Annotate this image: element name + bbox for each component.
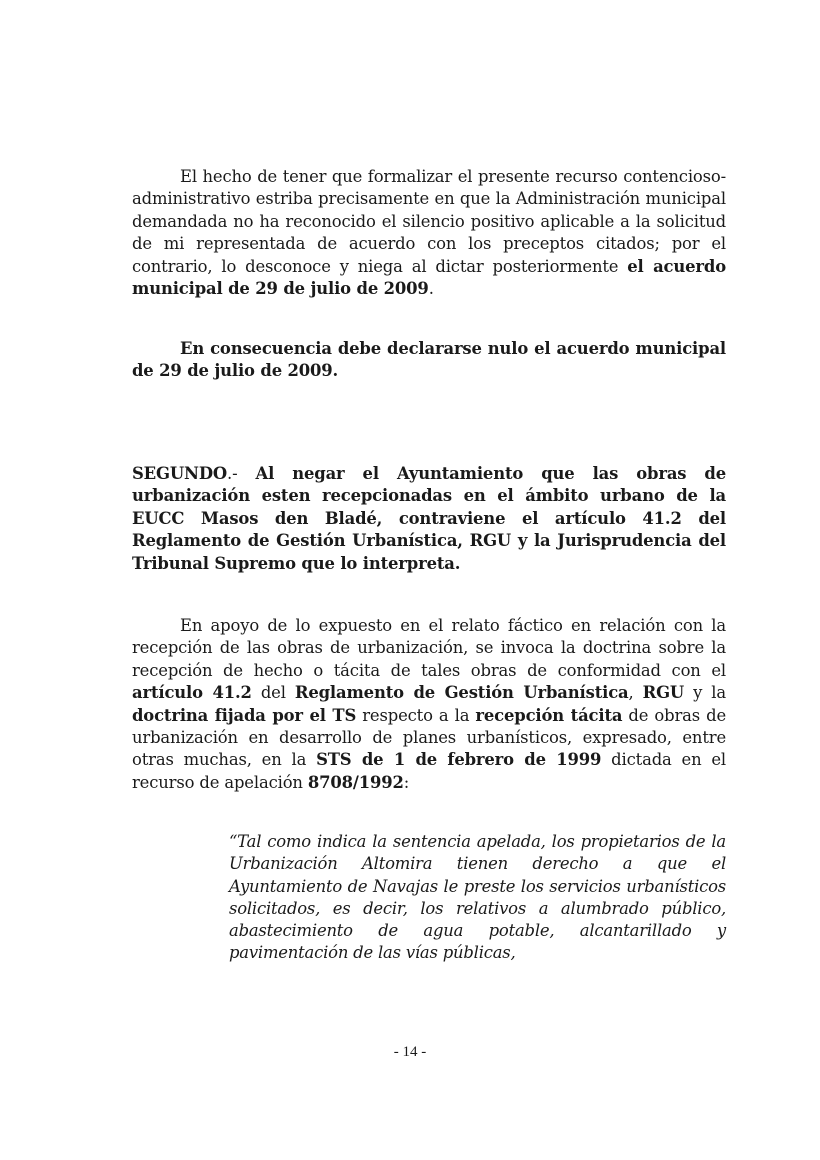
paragraph-segment: y la — [684, 683, 726, 703]
paragraph-segment: , — [628, 683, 643, 703]
paragraph-bold-text: el acuerdo municipal de 29 de julio de 2009 — [132, 256, 726, 299]
paragraph-bold-segment: doctrina fijada por el TS — [132, 705, 357, 725]
paragraph-bold-segment: recepción tácita — [475, 705, 623, 725]
paragraph-segment: respecto a la — [356, 705, 476, 725]
paragraph-bold-segment: RGU — [642, 683, 685, 703]
paragraph-bold-segment: Reglamento de Gestión Urbanística — [294, 683, 629, 703]
paragraph-text: El hecho de tener que formalizar el presente recurso contencioso-administrativo estriba precisamente en que la Administración municipal demandada no ha reconocido el silencio positivo aplicable a la solicitud de mi representada de acuerdo con los preceptos citados; por el contrario, lo desconoce y niega al dictar posteriormente — [132, 167, 726, 276]
section-heading-text: Al negar el Ayuntamiento que las obras de urbanización esten recepcionadas en el ámbito urbano de la EUCC Masos den Bladé, contraviene el artículo 41.2 del Reglamento de Gestión Urbanística, RGU y la Jurisprudencia del Tribunal Supremo que lo interpreta. — [132, 464, 726, 573]
paragraph-segment: de obras de urbanización en desarrollo de planes urbanísticos, expresado, entre otras muchas, en la — [132, 705, 727, 770]
paragraph-apoyo — [132, 615, 726, 794]
paragraph-silencio-positivo — [132, 166, 726, 300]
paragraph-bold-text: En consecuencia debe declararse nulo el acuerdo municipal de 29 de julio de 2009. — [132, 339, 726, 381]
page-number: - 14 - — [393, 1044, 427, 1060]
section-heading-segundo — [132, 463, 726, 575]
paragraph-segment: del — [251, 683, 295, 703]
paragraph-segment: : — [403, 772, 410, 792]
paragraph-bold-segment: STS de 1 de febrero de 1999 — [316, 750, 602, 770]
paragraph-bold-segment: artículo 41.2 — [132, 683, 252, 703]
paragraph-segment: En apoyo de lo expuesto en el relato fáctico en relación con la recepción de las obras de urbanización, se invoca la doctrina sobre la recepción de hecho o tácita de tales obras de conformidad con el — [132, 616, 726, 680]
section-label: SEGUNDO — [132, 464, 228, 483]
paragraph-text: . — [428, 279, 434, 299]
section-separator: .- — [227, 464, 238, 483]
paragraph-segment: dictada en el recurso de apelación — [132, 750, 727, 792]
paragraph-bold-segment: 8708/1992 — [307, 772, 404, 792]
block-quote-sentencia: “Tal como indica la sentencia apelada, los propietarios de la Urbanización Altomira tienen derecho a que el Ayuntamiento de Navajas le preste los servicios urbanísticos solicitados, es decir, los relativos a alumbrado público, abastecimiento de agua potable, alcantarillado y pavimentación de las vías públicas, — [229, 832, 726, 963]
paragraph-conclusion — [132, 338, 726, 383]
